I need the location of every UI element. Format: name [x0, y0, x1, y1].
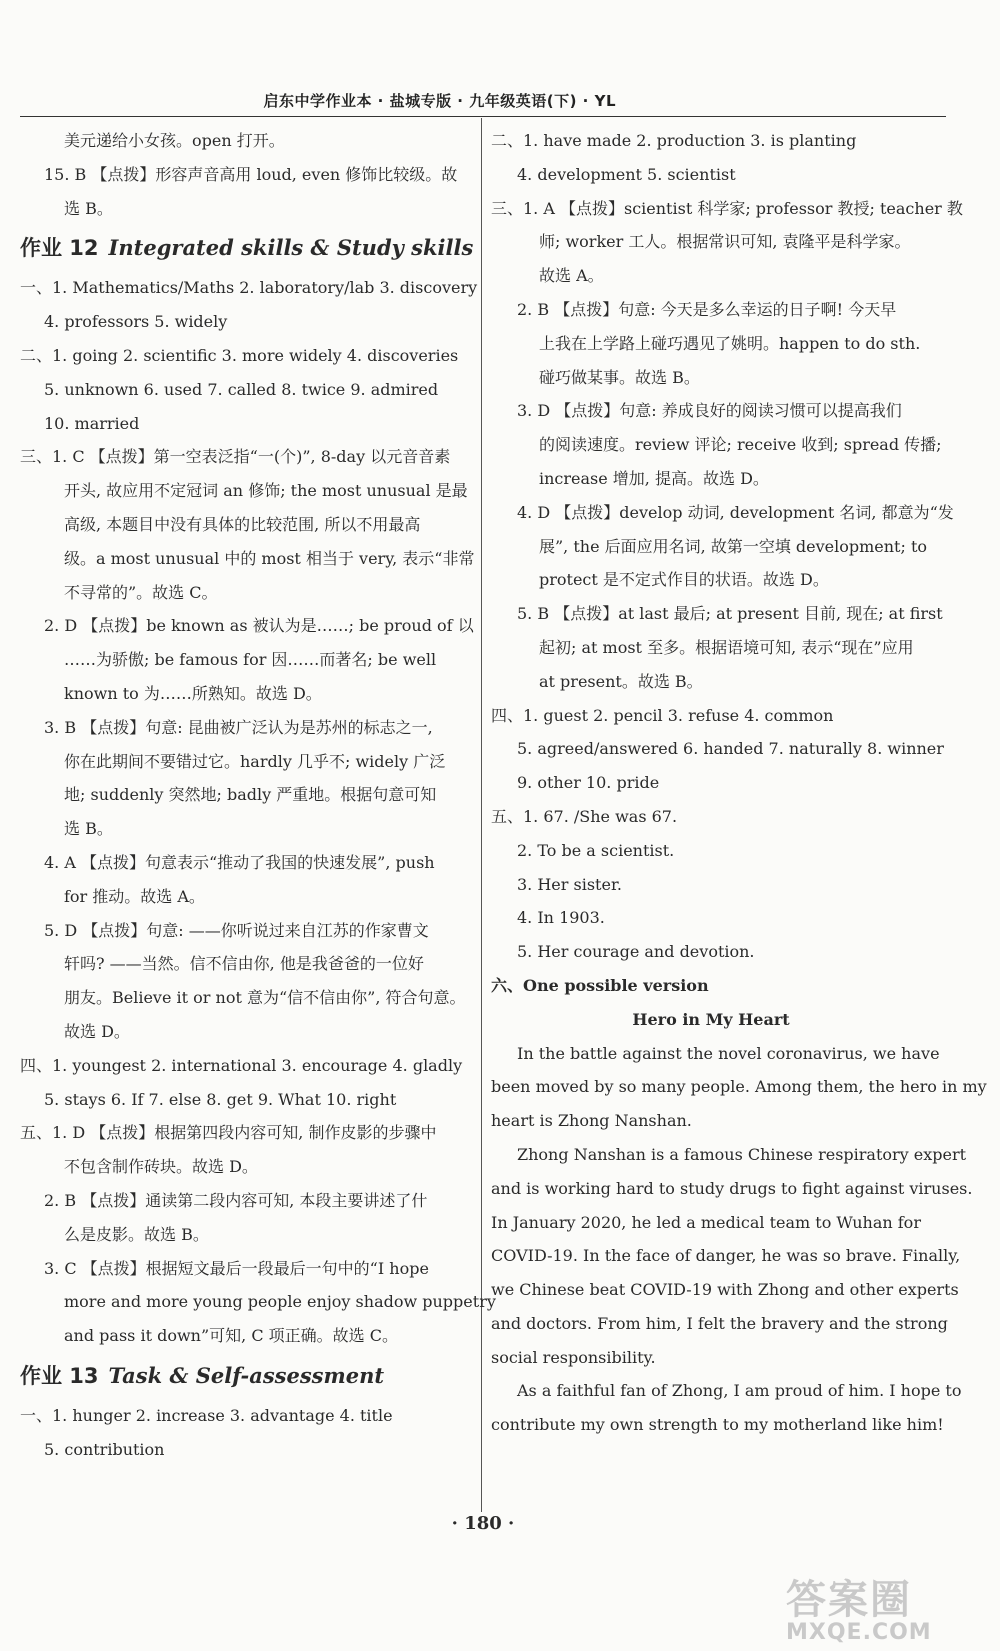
- text-line: 一、1. Mathematics/Maths 2. laboratory/lab 3. discovery: [20, 278, 478, 298]
- text-line: 三、1. A 【点拨】scientist 科学家; professor 教授; teacher 教: [491, 198, 963, 218]
- text-line: 一、1. hunger 2. increase 3. advantage 4. title: [20, 1405, 393, 1425]
- text-line: 5. agreed/answered 6. handed 7. naturally 8. winner: [517, 739, 944, 759]
- text-line: 美元递给小女孩。open 打开。: [64, 131, 285, 150]
- text-line: 故选 A。: [539, 266, 604, 286]
- text-line: increase 增加, 提高。故选 D。: [539, 468, 769, 488]
- text-line: and pass it down”可知, C 项正确。故选 C。: [64, 1326, 398, 1346]
- text-line: 5. D 【点拨】句意: ——你听说过来自江苏的作家曹文: [44, 920, 429, 940]
- page-number: · 180 ·: [451, 1513, 515, 1534]
- header-title: 启东中学作业本 · 盐城专版 · 九年级英语(下) · YL: [263, 92, 616, 110]
- text-line: 5. unknown 6. used 7. called 8. twice 9. admired: [44, 379, 439, 399]
- text-line: social responsibility.: [491, 1347, 656, 1367]
- text-line: 六、One possible version: [491, 975, 709, 995]
- text-line: 3. B 【点拨】句意: 昆曲被广泛认为是苏州的标志之一,: [44, 717, 433, 737]
- text-line: 4. D 【点拨】develop 动词, development 名词, 都意为“发: [517, 502, 954, 522]
- text-line: In January 2020, he led a medical team to Wuhan for: [491, 1212, 921, 1232]
- text-line: known to 为……所熟知。故选 D。: [64, 683, 322, 703]
- text-line: 2. D 【点拨】be known as 被认为是……; be proud of 以: [44, 616, 474, 636]
- text-line: 四、1. youngest 2. international 3. encourage 4. gladly: [20, 1055, 463, 1075]
- text-line: 5. stays 6. If 7. else 8. get 9. What 10. right: [44, 1089, 397, 1109]
- watermark-top: 答案圈: [786, 1577, 912, 1623]
- text-line: 不包含制作砖块。故选 D。: [64, 1157, 258, 1177]
- text-line: 上我在上学路上碰巧遇见了姚明。happen to do sth.: [539, 333, 921, 353]
- text-line: 朋友。Believe it or not 意为“信不信由你”, 符合句意。: [64, 988, 466, 1008]
- text-line: 4. In 1903.: [517, 908, 605, 928]
- text-line: heart is Zhong Nanshan.: [491, 1111, 692, 1131]
- text-line: In the battle against the novel coronavirus, we have: [517, 1043, 940, 1063]
- text-line: protect 是不定式作目的状语。故选 D。: [539, 570, 829, 590]
- text-line: 级。a most unusual 中的 most 相当于 very, 表示“非常: [64, 548, 475, 568]
- section-title: Task & Self-assessment: [108, 1362, 385, 1388]
- section-heading: [20, 1353, 472, 1399]
- text-line: 2. B 【点拨】通读第二段内容可知, 本段主要讲述了什: [44, 1190, 428, 1210]
- text-line: 5. contribution: [44, 1439, 165, 1459]
- text-line: 3. C 【点拨】根据短文最后一段最后一句中的“I hope: [44, 1258, 429, 1278]
- text-line: 4. professors 5. widely: [44, 312, 228, 332]
- text-line: 5. Her courage and devotion.: [517, 942, 755, 962]
- text-line: ……为骄傲; be famous for 因……而著名; be well: [64, 650, 437, 670]
- text-line: and doctors. From him, I felt the bravery and the strong: [491, 1313, 948, 1333]
- text-line: 选 B。: [64, 819, 113, 839]
- text-line: for 推动。故选 A。: [64, 886, 205, 906]
- text-line: 故选 D。: [64, 1021, 130, 1041]
- text-line: 9. other 10. pride: [517, 773, 660, 793]
- text-line: 4. development 5. scientist: [517, 164, 736, 184]
- text-line: 选 B。: [64, 198, 113, 218]
- text-line: 三、1. C 【点拨】第一空表泛指“一(个)”, 8-day 以元音音素: [20, 447, 451, 467]
- text-line: 么是皮影。故选 B。: [64, 1224, 209, 1244]
- right-column: [491, 124, 987, 1442]
- text-line: 五、1. 67. /She was 67.: [491, 806, 678, 826]
- text-line: and is working hard to study drugs to fight against viruses.: [491, 1178, 973, 1198]
- text-line: Zhong Nanshan is a famous Chinese respiratory expert: [517, 1144, 967, 1164]
- section-number: 作业 13: [20, 1363, 99, 1388]
- text-line: 起初; at most 至多。根据语境可知, 表示“现在”应用: [539, 637, 914, 657]
- watermark-logo: [786, 1578, 976, 1644]
- text-line: 4. A 【点拨】句意表示“推动了我国的快速发展”, push: [44, 852, 435, 872]
- text-line: 2. B 【点拨】句意: 今天是多么幸运的日子啊! 今天早: [517, 299, 897, 319]
- text-line: more and more young people enjoy shadow puppetry: [64, 1292, 496, 1312]
- text-line: 轩吗? ——当然。信不信由你, 他是我爸爸的一位好: [64, 954, 424, 974]
- text-line: COVID-19. In the face of danger, he was so brave. Finally,: [491, 1246, 961, 1266]
- text-line: 5. B 【点拨】at last 最后; at present 目前, 现在; at first: [517, 604, 943, 624]
- text-line: 师; worker 工人。根据常识可知, 袁隆平是科学家。: [539, 232, 911, 252]
- watermark-bottom: MXQE.COM: [786, 1620, 932, 1645]
- text-line: 碰巧做某事。故选 B。: [539, 367, 700, 387]
- text-line: been moved by so many people. Among them, the hero in my: [491, 1077, 987, 1097]
- section-number: 作业 12: [20, 236, 99, 261]
- text-line: 不寻常的”。故选 C。: [64, 582, 218, 602]
- text-line: 二、1. going 2. scientific 3. more widely 4. discoveries: [20, 345, 459, 365]
- section-heading: [20, 225, 472, 271]
- text-line: 四、1. guest 2. pencil 3. refuse 4. common: [491, 705, 834, 725]
- text-line: 10. married: [44, 413, 140, 433]
- text-line: 二、1. have made 2. production 3. is planting: [491, 131, 857, 150]
- text-line: at present。故选 B。: [539, 671, 703, 691]
- text-line: 展”, the 后面应用名词, 故第一空填 development; to: [539, 536, 928, 556]
- text-line: contribute my own strength to my motherland like him!: [491, 1415, 944, 1435]
- text-line: As a faithful fan of Zhong, I am proud of him. I hope to: [517, 1381, 962, 1401]
- text-line: 开头, 故应用不定冠词 an 修饰; the most unusual 是最: [64, 481, 468, 501]
- running-header: [20, 86, 946, 117]
- text-line: 3. D 【点拨】句意: 养成良好的阅读习惯可以提高我们: [517, 401, 902, 421]
- text-line: 高级, 本题目中没有具体的比较范围, 所以不用最高: [64, 514, 421, 534]
- text-line: 你在此期间不要错过它。hardly 几乎不; widely 广泛: [64, 751, 446, 771]
- text-line: 五、1. D 【点拨】根据第四段内容可知, 制作皮影的步骤中: [20, 1123, 437, 1143]
- text-line: 15. B 【点拨】形容声音高用 loud, even 修饰比较级。故: [44, 164, 458, 184]
- text-line: Hero in My Heart: [632, 1009, 790, 1029]
- text-line: 的阅读速度。review 评论; receive 收到; spread 传播;: [539, 435, 942, 455]
- text-line: 地; suddenly 突然地; badly 严重地。根据句意可知: [64, 785, 437, 805]
- left-column: [20, 124, 496, 1466]
- text-line: we Chinese beat COVID-19 with Zhong and other experts: [491, 1280, 959, 1300]
- text-line: 2. To be a scientist.: [517, 840, 675, 860]
- section-title: Integrated skills & Study skills: [108, 235, 474, 261]
- text-line: 3. Her sister.: [517, 874, 622, 894]
